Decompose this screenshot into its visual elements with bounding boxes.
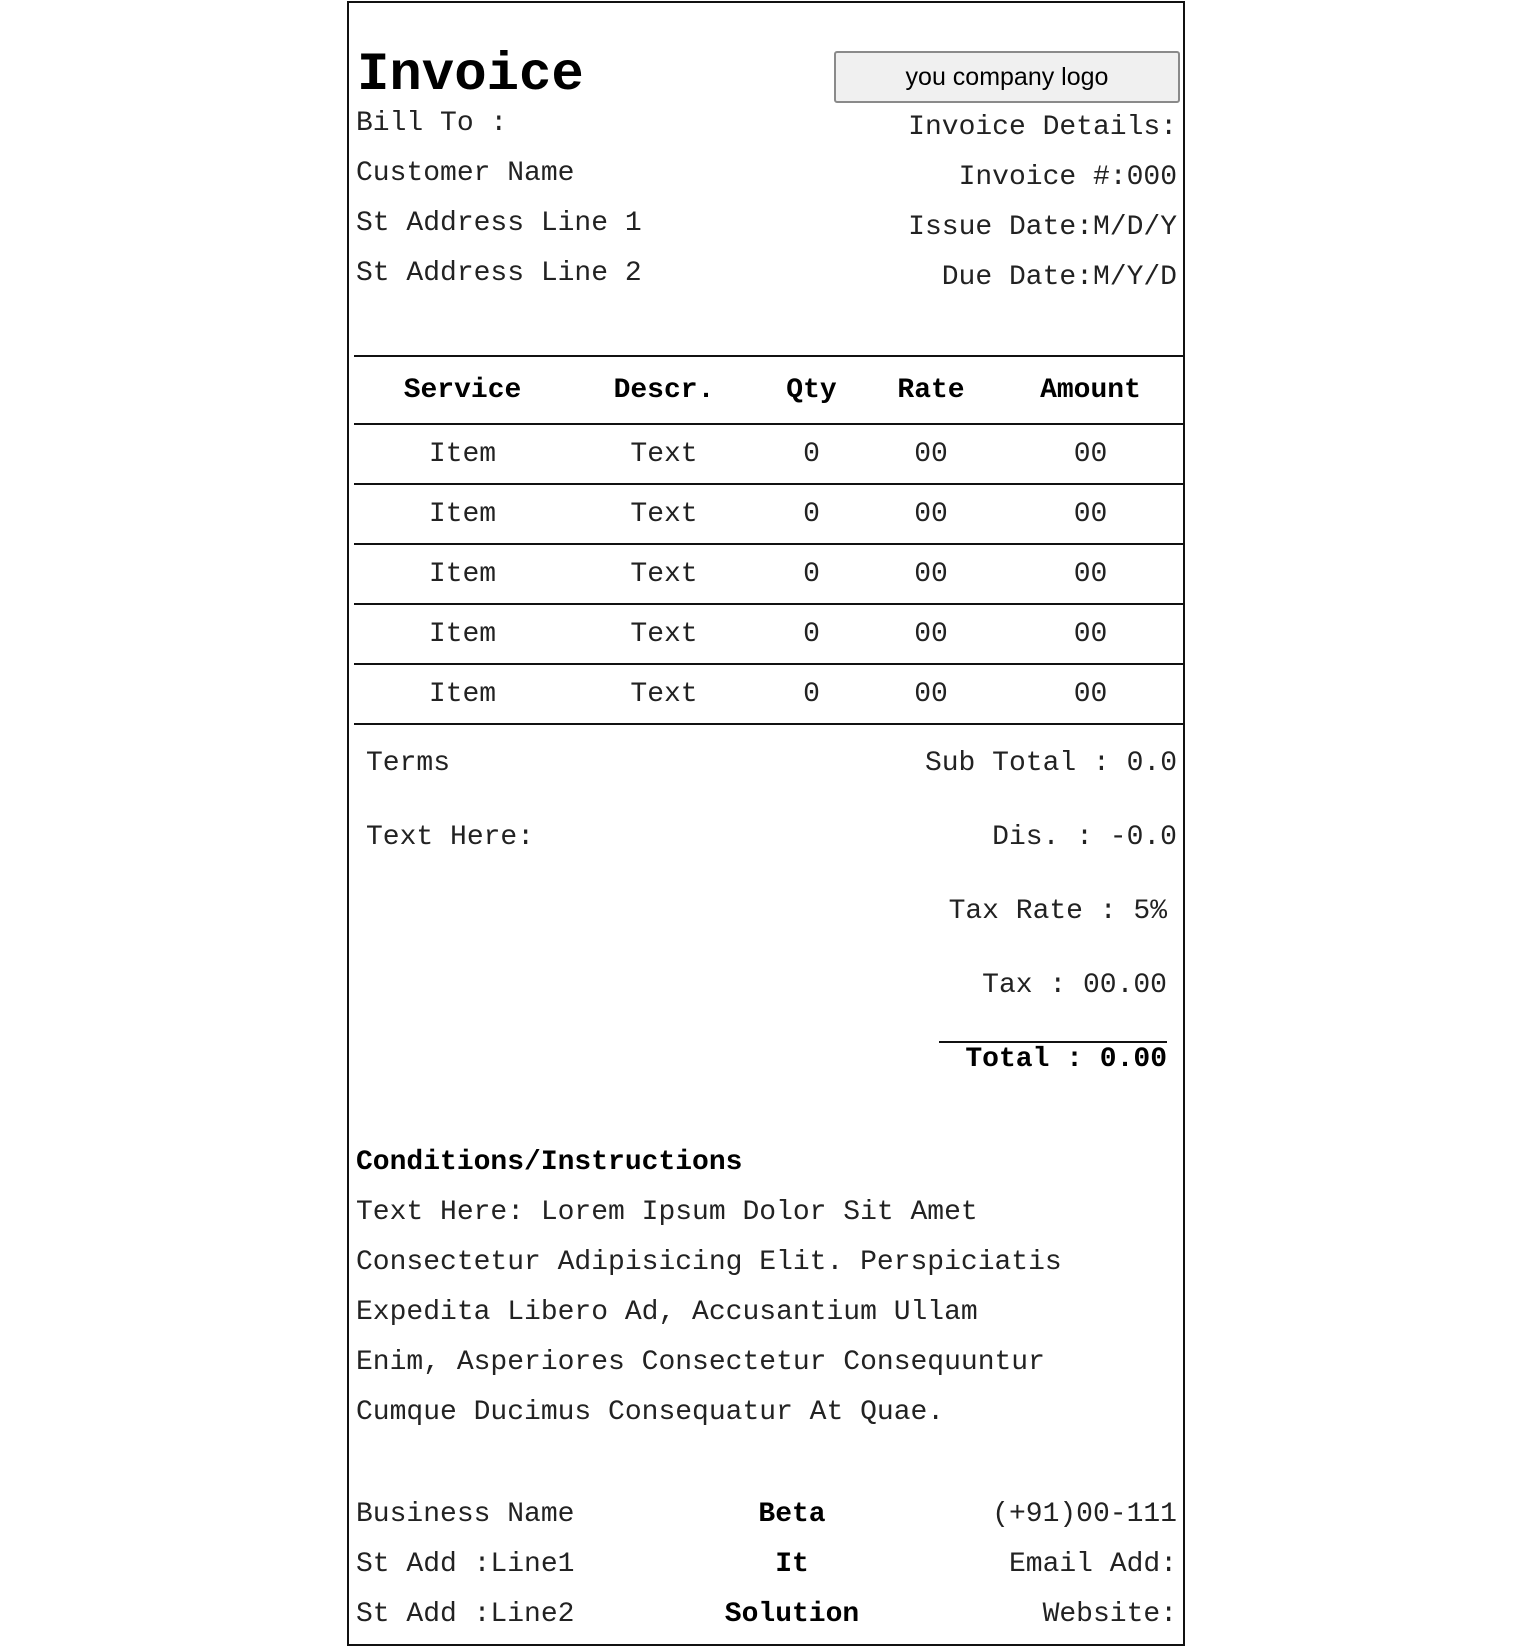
cell-service: Item xyxy=(428,678,497,710)
footer-address-line-1: St Add :Line1 xyxy=(356,1549,575,1580)
cell-qty: 0 xyxy=(803,498,820,530)
table-row xyxy=(354,544,1185,604)
invoice-title: Invoice xyxy=(357,45,584,106)
header-amount: Amount xyxy=(1040,374,1141,406)
table-header-row xyxy=(354,356,1185,424)
table-row xyxy=(354,604,1185,664)
invoice-page xyxy=(347,1,1185,1646)
total-divider xyxy=(939,1041,1167,1043)
cell-description: Text xyxy=(630,438,698,470)
conditions-line: Enim, Asperiores Consectetur Consequuntur xyxy=(356,1347,1045,1378)
invoice-details-label: Invoice Details: xyxy=(908,112,1177,143)
customer-name: Customer Name xyxy=(356,158,575,189)
cell-qty: 0 xyxy=(803,558,820,590)
cell-amount: 00 xyxy=(1073,618,1108,650)
cell-description: Text xyxy=(630,558,698,590)
sub-total: Sub Total : 0.0 xyxy=(924,748,1177,779)
terms-label: Terms xyxy=(366,748,451,779)
cell-rate: 00 xyxy=(914,558,948,590)
footer-website: Website: xyxy=(1042,1599,1177,1630)
invoice-number: Invoice #:000 xyxy=(958,162,1177,193)
footer-email: Email Add: xyxy=(1008,1549,1177,1580)
address-line-1: St Address Line 1 xyxy=(356,208,642,239)
terms-text: Text Here: xyxy=(366,822,535,853)
cell-service: Item xyxy=(428,498,497,530)
tax-amount: Tax : 00.00 xyxy=(982,970,1167,1001)
cell-amount: 00 xyxy=(1073,438,1108,470)
cell-qty: 0 xyxy=(803,678,820,710)
table-row xyxy=(354,424,1185,484)
header-description: Descr. xyxy=(613,374,715,406)
header-qty: Qty xyxy=(786,374,837,406)
cell-amount: 00 xyxy=(1073,558,1108,590)
footer-business-name: Business Name xyxy=(356,1499,575,1530)
cell-qty: 0 xyxy=(803,618,820,650)
cell-service: Item xyxy=(428,618,497,650)
cell-description: Text xyxy=(630,498,698,530)
discount: Dis. : -0.0 xyxy=(992,822,1177,853)
cell-rate: 00 xyxy=(914,438,948,470)
header-rate: Rate xyxy=(897,374,965,406)
conditions-line: Consectetur Adipisicing Elit. Perspiciatis xyxy=(356,1247,1062,1278)
address-line-2: St Address Line 2 xyxy=(356,258,642,289)
footer-brand-line-3: Solution xyxy=(724,1599,860,1630)
table-row xyxy=(354,484,1185,544)
cell-rate: 00 xyxy=(914,498,948,530)
bill-to-label: Bill To : xyxy=(356,108,508,139)
footer-brand-line-2: It xyxy=(775,1549,809,1580)
footer-brand-line-1: Beta xyxy=(758,1499,826,1530)
tax-rate: Tax Rate : 5% xyxy=(948,896,1167,927)
conditions-line: Text Here: Lorem Ipsum Dolor Sit Amet xyxy=(356,1197,978,1228)
cell-description: Text xyxy=(630,618,698,650)
header-service: Service xyxy=(403,374,522,406)
items-table xyxy=(354,355,1185,725)
due-date: Due Date:M/Y/D xyxy=(941,262,1177,293)
grand-total: Total : 0.00 xyxy=(965,1044,1167,1075)
cell-rate: 00 xyxy=(914,618,948,650)
issue-date: Issue Date:M/D/Y xyxy=(908,212,1177,243)
cell-qty: 0 xyxy=(803,438,820,470)
cell-rate: 00 xyxy=(914,678,948,710)
conditions-line: Cumque Ducimus Consequatur At Quae. xyxy=(356,1397,945,1428)
cell-description: Text xyxy=(630,678,698,710)
cell-service: Item xyxy=(428,558,497,590)
cell-service: Item xyxy=(428,438,497,470)
conditions-heading: Conditions/Instructions xyxy=(356,1147,743,1178)
conditions-line: Expedita Libero Ad, Accusantium Ullam xyxy=(356,1297,978,1328)
footer-address-line-2: St Add :Line2 xyxy=(356,1599,575,1630)
company-logo-placeholder: you company logo xyxy=(834,51,1180,103)
cell-amount: 00 xyxy=(1073,498,1108,530)
cell-amount: 00 xyxy=(1073,678,1108,710)
footer-phone: (+91)00-111 xyxy=(992,1499,1177,1530)
table-row xyxy=(354,664,1185,724)
